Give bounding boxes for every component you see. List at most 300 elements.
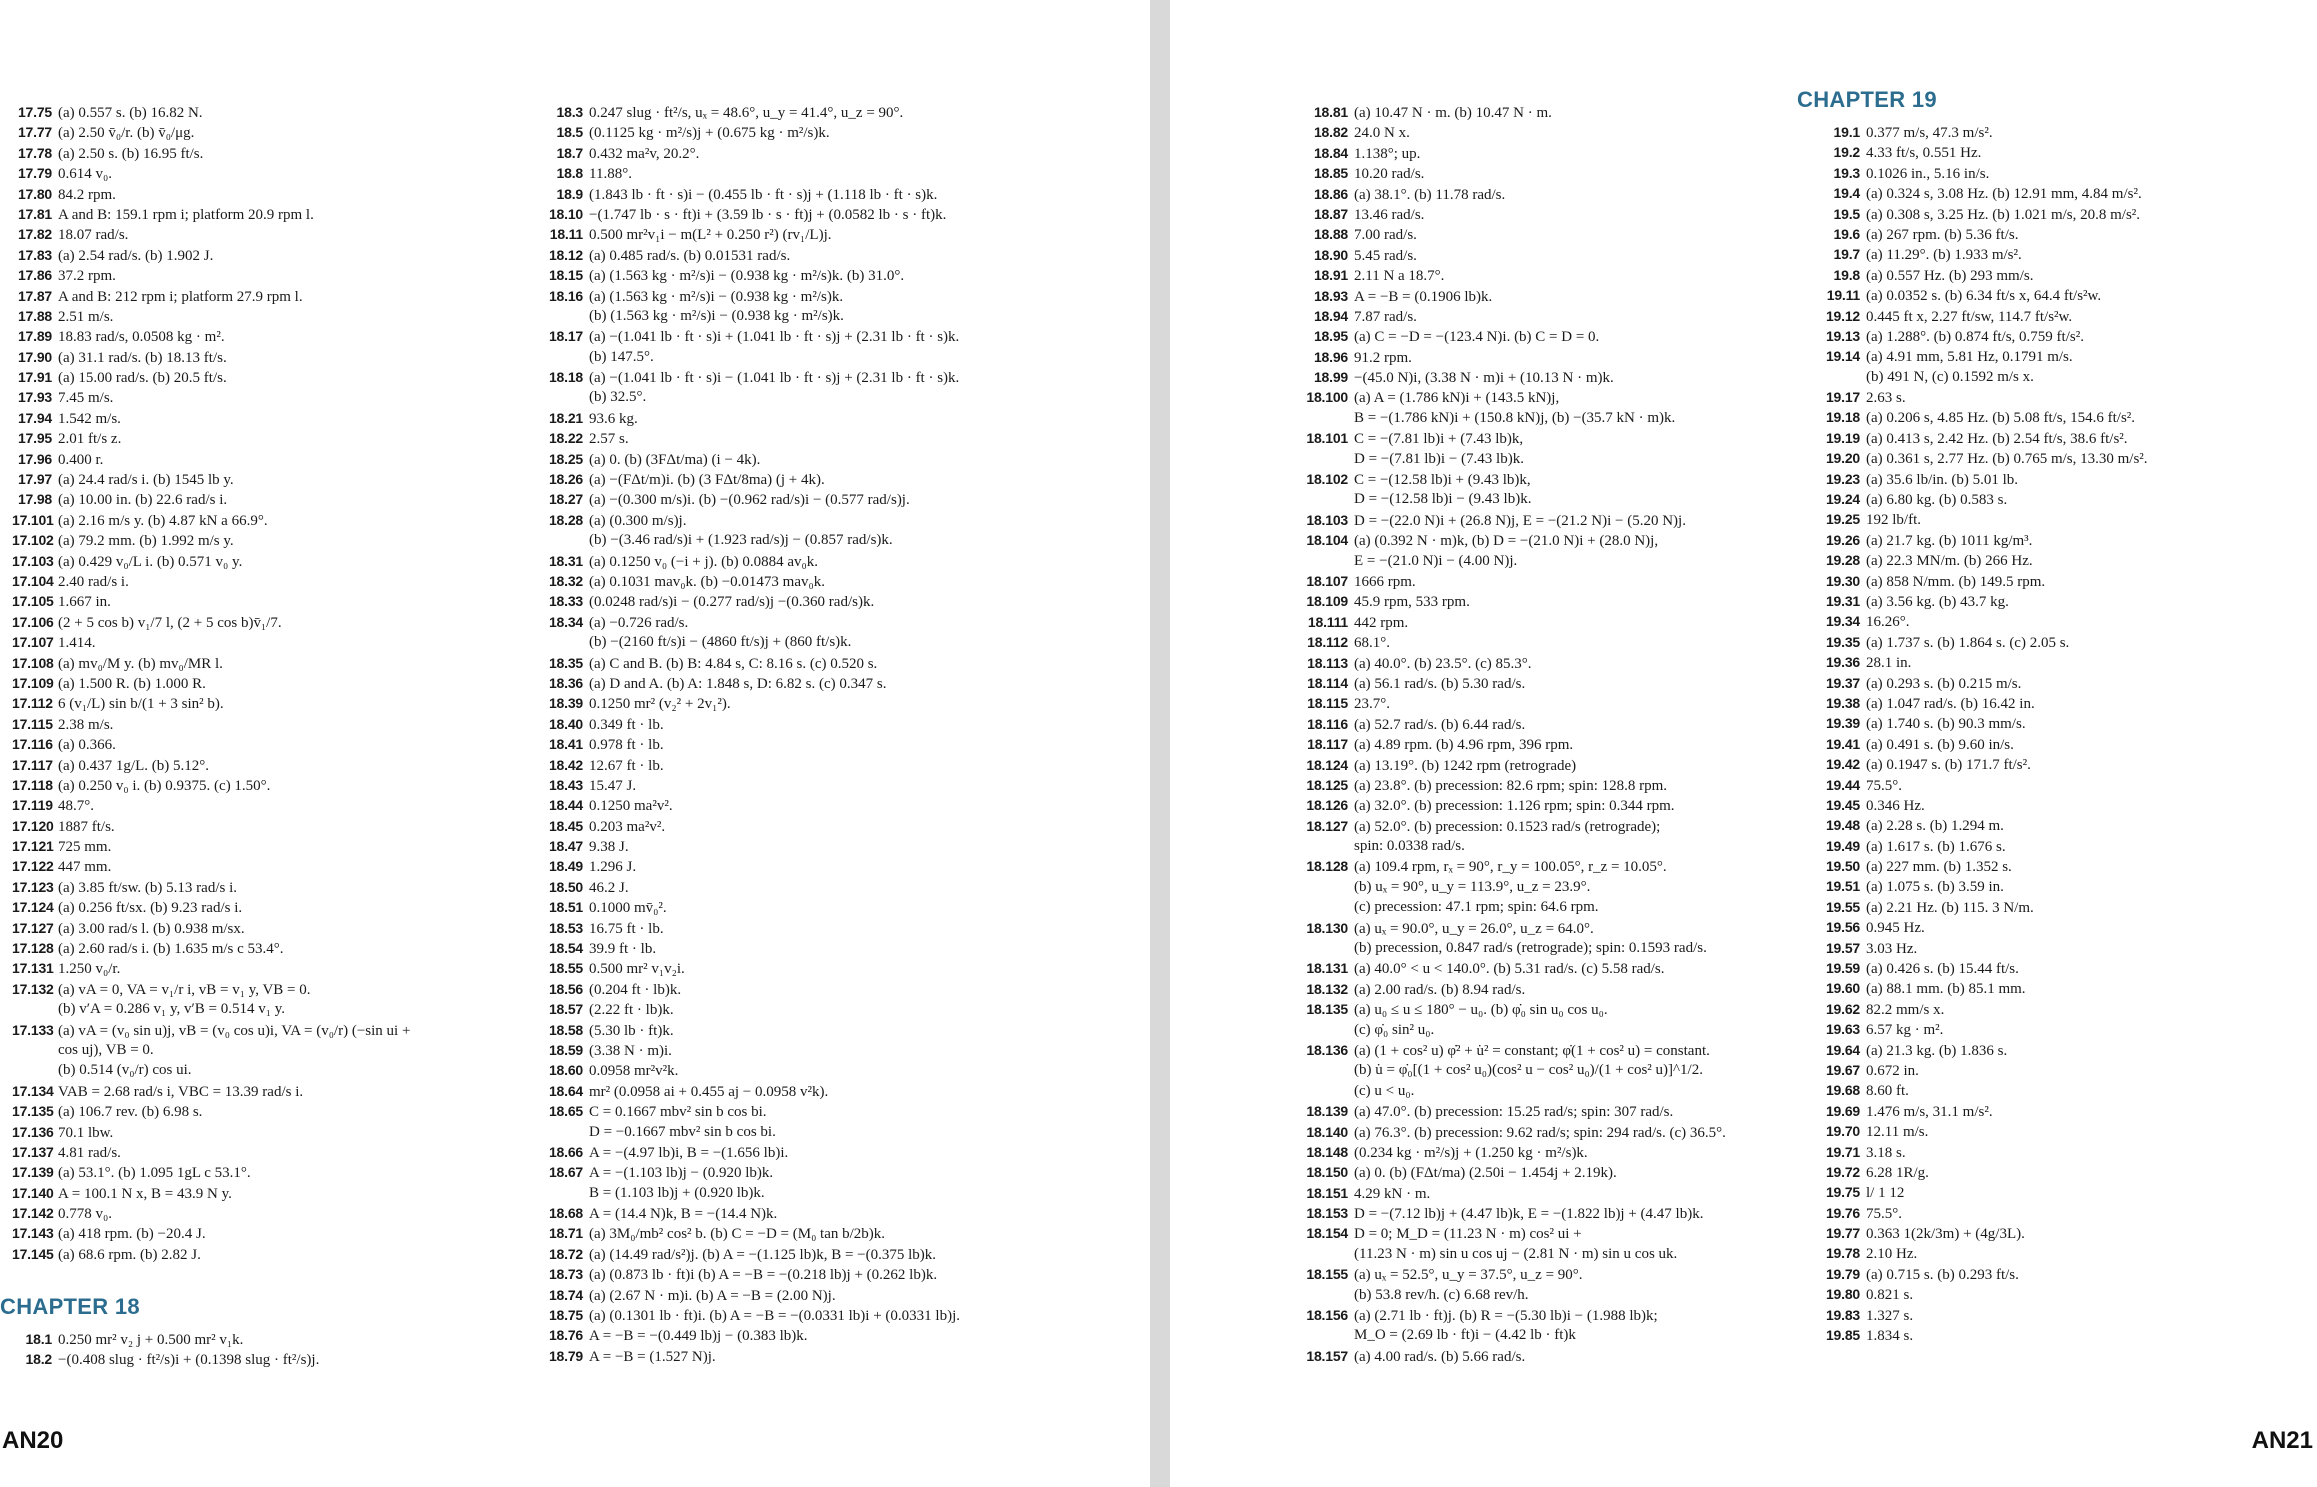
problem-number: 18.57 [548,1001,583,1018]
answer-entry [545,530,960,550]
answer-entry [12,755,410,775]
answer-text: 4.29 kN · m. [1354,1185,1431,1202]
answer-entry [1817,734,2148,754]
answer-text: (a) 3M₀/mb² cos² b. (b) C = −D = (M₀ tan b/2b)k. [589,1226,886,1243]
problem-number: 17.132 [12,980,54,997]
problem-number: 17.139 [12,1164,54,1181]
answer-text: (a) (0.873 lb · ft)i (b) A = −B = −(0.218 lb)j + (0.262 lb)k. [589,1267,938,1284]
problem-number: 18.73 [548,1266,583,1283]
problem-number: 19.37 [1825,674,1860,691]
problem-number: 17.96 [17,450,52,467]
answer-entry [1300,1264,1726,1284]
answer-text: (a) 15.00 rad/s. (b) 20.5 ft/s. [58,370,227,387]
answer-text: (a) (0.300 m/s)j. [589,512,687,529]
answer-text: (b) −(3.46 rad/s)i + (1.923 rad/s)j − (0.857 rad/s)k. [589,532,893,549]
answer-entry [545,1060,960,1080]
answer-entry [1300,306,1726,326]
answer-entry [545,1264,960,1284]
problem-number: 19.5 [1833,205,1860,222]
answer-entry [1817,469,2148,489]
problem-number: 17.89 [17,328,52,345]
problem-number: 19.36 [1825,654,1860,671]
answer-text: A = (14.4 N)k, B = −(14.4 N)k. [589,1206,778,1223]
problem-number: 17.101 [12,511,54,528]
answer-text: 0.445 ft x, 2.27 ft/sw, 114.7 ft/s²w. [1866,308,2073,325]
answer-text: 75.5°. [1866,777,1902,794]
problem-number: 17.120 [12,817,54,834]
answer-text: 0.1250 ma²v². [589,798,673,815]
answer-text: (a) (0.1301 lb · ft)i. (b) A = −B = −(0.0331 lb)i + (0.0331 lb)j. [589,1308,961,1325]
answer-entry [12,877,410,897]
problem-number: 18.102 [1306,471,1348,488]
answer-text: (a) 0.250 v₀ i. (b) 0.9375. (c) 1.50°. [58,777,271,794]
answer-entry [1817,1080,2148,1100]
answer-text: (a) 23.8°. (b) precession: 82.6 rpm; spin: 128.8 rpm. [1354,777,1668,794]
answer-text: A and B: 212 rpm i; platform 27.9 rpm l. [58,288,303,305]
answer-entry [1300,856,1726,876]
problem-number: 18.27 [548,491,583,508]
problem-number: 18.87 [1313,205,1348,222]
problem-number: 19.34 [1825,613,1860,630]
answer-entry [545,387,960,407]
answer-entry [545,673,960,693]
answer-text: (a) 1.617 s. (b) 1.676 s. [1866,838,2006,855]
answer-entry [1300,387,1726,407]
answer-text: (5.30 lb · ft)k. [589,1022,674,1039]
answer-entry [1817,1040,2148,1060]
answer-entry [545,489,960,509]
answer-text: 0.1250 mr² (v₂² + 2v₁²). [589,696,731,713]
answer-entry [1817,1019,2148,1039]
answer-entry [545,632,960,652]
problem-number: 18.21 [548,409,583,426]
answer-entry [1817,1101,2148,1121]
problem-number: 18.49 [548,858,583,875]
answer-entry [12,102,410,122]
problem-number: 18.127 [1306,817,1348,834]
answer-entry [12,1020,410,1040]
answer-text: (a) 6.80 kg. (b) 0.583 s. [1866,492,2008,509]
right-page [1170,0,2317,1487]
answer-entry [1817,387,2148,407]
answer-entry [1300,653,1726,673]
problem-number: 18.53 [548,919,583,936]
answer-text: 0.500 mr² v₁v₂i. [589,961,685,978]
answer-text: 0.1026 in., 5.16 in/s. [1866,165,1990,182]
answer-entry [12,1081,410,1101]
answer-entry [12,1101,410,1121]
problem-number: 17.81 [17,205,52,222]
answer-text: D = −(7.12 lb)j + (4.47 lb)k, E = −(1.822 lb)j + (4.47 lb)k. [1354,1206,1704,1223]
answer-entry [545,286,960,306]
answer-entry [545,143,960,163]
answer-entry [545,1081,960,1101]
answer-text: (a) (0.392 N · m)k, (b) D = −(21.0 N)i + (28.0 N)j, [1354,533,1659,550]
answer-entry [545,856,960,876]
answer-text: 2.38 m/s. [58,716,114,733]
answer-text: 48.7°. [58,798,94,815]
problem-number: 17.116 [12,736,53,753]
answer-text: (a) vA = 0, VA = v₁/r i, vB = v₁ y, VB = 0. [58,981,311,998]
problem-number: 18.72 [548,1245,583,1262]
answer-text: (a) (14.49 rad/s²)j. (b) A = −(1.125 lb)k, B = −(0.375 lb)k. [589,1246,937,1263]
answer-entry [1817,775,2148,795]
answer-text: 12.11 m/s. [1866,1124,1929,1141]
answer-column [545,102,960,1366]
answer-entry [1300,999,1726,1019]
answer-text: 447 mm. [58,859,112,876]
answer-text: E = −(21.0 N)i − (4.00 N)j. [1354,552,1518,569]
problem-number: 19.6 [1833,225,1860,242]
answer-entry [545,326,960,346]
problem-number: 19.71 [1825,1143,1860,1160]
answer-entry [545,1244,960,1264]
problem-number: 19.78 [1825,1245,1860,1262]
problem-number: 18.8 [556,165,583,182]
answer-entry [1817,1142,2148,1162]
problem-number: 19.56 [1825,919,1860,936]
problem-number: 19.19 [1825,429,1860,446]
answer-text: 5.45 rad/s. [1354,247,1417,264]
problem-number: 18.91 [1313,267,1348,284]
answer-entry [1300,958,1726,978]
answer-text: (c) u < u₀. [1354,1082,1415,1099]
answer-entry [12,1183,410,1203]
answer-entry [1300,938,1726,958]
answer-text: 1.327 s. [1866,1307,1914,1324]
problem-number: 18.103 [1306,511,1348,528]
answer-text: (a) 0.361 s, 2.77 Hz. (b) 0.765 m/s, 13.30 m/s². [1866,451,2148,468]
problem-number: 19.4 [1833,185,1860,202]
problem-number: 17.135 [12,1103,54,1120]
answer-text: D = −(22.0 N)i + (26.8 N)j, E = −(21.2 N)i − (5.20 N)j. [1354,512,1686,529]
answer-text: (a) u₀ ≤ u ≤ 180° − u₀. (b) φ̇₀ sin u₀ cos u₀. [1354,1002,1608,1019]
problem-number: 18.34 [548,613,583,630]
answer-entry [12,449,410,469]
answer-text: (a) 3.00 rad/s l. (b) 0.938 m/sx. [58,920,245,937]
problem-number: 18.12 [548,246,583,263]
answer-text: 11.88°. [589,166,632,183]
problem-number: 18.139 [1306,1103,1348,1120]
problem-number: 17.86 [17,267,52,284]
problem-number: 19.38 [1825,694,1860,711]
answer-entry [545,734,960,754]
problem-number: 17.88 [17,307,52,324]
answer-entry [1300,1020,1726,1040]
problem-number: 18.28 [548,511,583,528]
answer-text: (2 + 5 cos b) v₁/7 l, (2 + 5 cos b)v̄₁/7. [58,614,282,631]
answer-text: (a) 0.491 s. (b) 9.60 in/s. [1866,736,2014,753]
answer-text: (a) (1.563 kg · m²/s)i − (0.938 kg · m²/s)k. [589,288,844,305]
problem-number: 19.45 [1825,796,1860,813]
answer-entry [1300,326,1726,346]
problem-number: 18.136 [1306,1041,1348,1058]
answer-text: (a) 88.1 mm. (b) 85.1 mm. [1866,981,2026,998]
answer-entry [12,1244,410,1264]
answer-entry [545,347,960,367]
answer-entry [545,1183,960,1203]
answer-entry [545,1101,960,1121]
problem-number: 18.39 [548,695,583,712]
problem-number: 18.65 [548,1103,583,1120]
answer-entry [1300,1040,1726,1060]
answer-text: A = −(4.97 lb)i, B = −(1.656 lb)i. [589,1144,789,1161]
answer-text: (a) 10.00 in. (b) 22.6 rad/s i. [58,492,228,509]
answer-text: D = −(7.81 lb)i − (7.43 lb)k. [1354,450,1524,467]
answer-text: (a) 1.075 s. (b) 3.59 in. [1866,879,2004,896]
answer-entry [1817,897,2148,917]
answer-entry [1300,816,1726,836]
answer-text: 1666 rpm. [1354,573,1416,590]
answer-text: 1.667 in. [58,594,111,611]
problem-number: 18.42 [548,756,583,773]
answer-text: (b) precession, 0.847 rad/s (retrograde); spin: 0.1593 rad/s. [1354,940,1707,957]
answer-entry [12,224,410,244]
answer-text: 46.2 J. [589,879,629,896]
problem-number: 19.76 [1825,1204,1860,1221]
answer-text: (a) 0.715 s. (b) 0.293 ft/s. [1866,1266,2019,1283]
answer-text: 1.250 v₀/r. [58,961,121,978]
answer-entry [1300,714,1726,734]
answer-entry [12,551,410,571]
answer-entry [1300,734,1726,754]
answer-text: (a) 106.7 rev. (b) 6.98 s. [58,1104,203,1121]
answer-entry [1300,918,1726,938]
answer-entry [1300,102,1726,122]
answer-entry [545,1203,960,1223]
answer-entry [12,591,410,611]
answer-text: D = −0.1667 mbv² sin b cos bi. [589,1123,776,1140]
answer-text: 0.945 Hz. [1866,920,1925,937]
problem-number: 18.50 [548,878,583,895]
answer-text: A = −B = (0.1906 lb)k. [1354,288,1493,305]
problem-number: 19.2 [1833,144,1860,161]
answer-column [1300,102,1726,1366]
answer-entry [1817,489,2148,509]
problem-number: 19.51 [1825,878,1860,895]
problem-number: 17.90 [17,348,52,365]
problem-number: 18.33 [548,593,583,610]
answer-entry [545,469,960,489]
answer-text: spin: 0.0338 rad/s. [1354,838,1465,855]
answer-text: A = −B = −(0.449 lb)j − (0.383 lb)k. [589,1328,808,1345]
problem-number: 17.93 [17,389,52,406]
problem-number: 18.94 [1313,307,1348,324]
problem-number: 17.98 [17,491,52,508]
answer-text: (a) (1.563 kg · m²/s)i − (0.938 kg · m²/s)k. (b) 31.0°. [589,268,905,285]
answer-text: 0.400 r. [58,451,104,468]
answer-entry [1300,1223,1726,1243]
answer-text: 7.00 rad/s. [1354,227,1417,244]
problem-number: 19.3 [1833,164,1860,181]
answer-entry [545,449,960,469]
answer-entry [1300,673,1726,693]
problem-number: 19.20 [1825,450,1860,467]
problem-number: 17.108 [12,654,54,671]
answer-text: M_O = (2.69 lb · ft)i − (4.42 lb · ft)k [1354,1327,1576,1344]
answer-text: (a) 0.437 1g/L. (b) 5.12°. [58,757,209,774]
answer-text: (a) 0.1250 v₀ (−i + j). (b) 0.0884 av₀k. [589,553,818,570]
answer-entry [1817,163,2148,183]
answer-entry [1300,836,1726,856]
answer-text: (a) 267 rpm. (b) 5.36 ft/s. [1866,226,2019,243]
answer-entry [1817,1223,2148,1243]
answer-entry [1817,632,2148,652]
answer-entry [545,1040,960,1060]
problem-number: 18.16 [548,287,583,304]
answer-entry [1817,938,2148,958]
problem-number: 18.55 [548,960,583,977]
problem-number: 18.100 [1306,389,1348,406]
problem-number: 19.79 [1825,1265,1860,1282]
problem-number: 18.96 [1313,348,1348,365]
problem-number: 18.64 [548,1082,583,1099]
answer-entry [545,571,960,591]
answer-entry [1817,306,2148,326]
answer-text: 0.247 slug · ft²/s, uₓ = 48.6°, u_y = 41.4°, u_z = 90°. [589,105,904,121]
answer-entry [1817,183,2148,203]
answer-text: (11.23 N · m) sin u cos uj − (2.81 N · m) sin u cos uk. [1354,1245,1678,1262]
answer-text: (a) uₓ = 90.0°, u_y = 26.0°, u_z = 64.0°. [1354,920,1594,937]
page-number: AN20 [2,1427,64,1454]
answer-entry [1300,367,1726,387]
answer-text: (a) 0.429 v₀/L i. (b) 0.571 v₀ y. [58,553,243,570]
answer-text: 23.7°. [1354,696,1390,713]
problem-number: 17.77 [17,124,52,141]
answer-entry [545,877,960,897]
answer-text: 0.250 mr² v₂ j + 0.500 mr² v₁k. [58,1331,244,1348]
answer-entry [12,999,410,1019]
answer-text: 13.46 rad/s. [1354,206,1425,223]
answer-text: 1.138°; up. [1354,145,1421,162]
answer-column [0,102,411,1369]
answer-text: 1.476 m/s, 31.1 m/s². [1866,1103,1993,1120]
answer-text: (a) 3.85 ft/sw. (b) 5.13 rad/s i. [58,879,237,896]
answer-text: 2.51 m/s. [58,308,114,325]
answer-entry [1817,815,2148,835]
answer-text: 12.67 ft · lb. [589,757,664,774]
answer-text: (a) 0.557 s. (b) 16.82 N. [58,105,203,121]
problem-number: 18.150 [1306,1164,1348,1181]
answer-text: C = −(7.81 lb)i + (7.43 lb)k, [1354,431,1524,448]
answer-text: 1.414. [58,635,96,652]
answer-text: 24.0 N x. [1354,125,1410,142]
answer-text: (a) 24.4 rad/s i. (b) 1545 lb y. [58,472,234,489]
problem-number: 18.7 [556,144,583,161]
problem-number: 19.28 [1825,552,1860,569]
answer-entry [545,918,960,938]
answer-text: A = 100.1 N x, B = 43.9 N y. [58,1185,232,1202]
problem-number: 18.44 [548,797,583,814]
problem-number: 17.131 [12,960,54,977]
answer-text: 45.9 rpm, 533 rpm. [1354,594,1470,611]
answer-text: (a) 0.308 s, 3.25 Hz. (b) 1.021 m/s, 20.8 m/s². [1866,206,2141,223]
problem-number: 19.55 [1825,898,1860,915]
problem-number: 18.75 [548,1307,583,1324]
answer-text: 16.75 ft · lb. [589,920,664,937]
answer-text: (a) (2.71 lb · ft)j. (b) R = −(5.30 lb)i − (1.988 lb)k; [1354,1308,1658,1325]
answer-text: (a) 2.21 Hz. (b) 115. 3 N/m. [1866,899,2034,916]
problem-number: 18.109 [1306,593,1348,610]
answer-text: (a) 53.1°. (b) 1.095 1gL c 53.1°. [58,1165,251,1182]
answer-entry [1300,1325,1726,1345]
answer-entry [545,1325,960,1345]
answer-text: (b) u̇ = φ̇₀[(1 + cos² u₀)(cos² u − cos² u₀)/(1 + cos² u)]^1/2. [1354,1062,1703,1079]
answer-text: 0.614 v₀. [58,166,112,183]
answer-entry [1300,591,1726,611]
answer-entry [545,612,960,632]
answer-text: (a) 227 mm. (b) 1.352 s. [1866,859,2012,876]
answer-text: 15.47 J. [589,777,637,794]
problem-number: 19.18 [1825,409,1860,426]
problem-number: 18.157 [1306,1347,1348,1364]
problem-number: 18.155 [1306,1266,1348,1283]
problem-number: 18.130 [1306,919,1348,936]
problem-number: 17.104 [12,572,54,589]
problem-number: 18.25 [548,450,583,467]
answer-entry [1300,347,1726,367]
problem-number: 17.80 [17,185,52,202]
problem-number: 18.79 [548,1347,583,1364]
answer-entry [545,938,960,958]
problem-number: 19.49 [1825,837,1860,854]
page-number: AN21 [2251,1427,2313,1454]
answer-entry [1817,224,2148,244]
answer-entry [12,1040,410,1060]
problem-number: 19.14 [1825,348,1860,365]
answer-entry [545,428,960,448]
answer-entry [1300,489,1726,509]
problem-number: 18.5 [556,124,583,141]
answer-text: (b) 0.514 (v₀/r) cos ui. [58,1062,192,1079]
answer-entry [1300,1122,1726,1142]
answer-text: (a) 31.1 rad/s. (b) 18.13 ft/s. [58,349,227,366]
problem-number: 17.115 [12,715,53,732]
problem-number: 17.91 [17,369,52,386]
answer-entry [1300,204,1726,224]
problem-number: 18.116 [1307,715,1348,732]
answer-text: 1.542 m/s. [58,410,121,427]
answer-entry [1300,1183,1726,1203]
answer-text: (0.234 kg · m²/s)j + (1.250 kg · m²/s)k. [1354,1144,1588,1161]
answer-entry [1300,122,1726,142]
answer-entry [1817,1182,2148,1202]
problem-number: 18.131 [1306,960,1348,977]
answer-entry [545,653,960,673]
answer-entry [1300,1346,1726,1366]
problem-number: 19.30 [1825,572,1860,589]
problem-number: 19.11 [1826,287,1860,304]
answer-entry [1817,1203,2148,1223]
problem-number: 19.67 [1825,1061,1860,1078]
answer-text: (a) 21.3 kg. (b) 1.836 s. [1866,1042,2008,1059]
answer-entry [545,999,960,1019]
problem-number: 17.109 [12,674,54,691]
answer-entry [1817,876,2148,896]
answer-entry [545,591,960,611]
answer-text: (b) 53.8 rev/h. (c) 6.68 rev/h. [1354,1286,1529,1303]
answer-text: (a) 109.4 rpm, rₓ = 90°, r_y = 100.05°, r_z = 10.05°. [1354,859,1667,876]
problem-number: 18.117 [1307,736,1348,753]
answer-text: (a) mv₀/M y. (b) mv₀/MR l. [58,655,223,672]
answer-entry [12,1142,410,1162]
answer-entry [545,958,960,978]
answer-entry [1300,1285,1726,1305]
answer-text: (a) 11.29°. (b) 1.933 m/s². [1866,247,2022,264]
answer-entry [1817,244,2148,264]
problem-number: 18.43 [548,776,583,793]
answer-entry [1817,978,2148,998]
